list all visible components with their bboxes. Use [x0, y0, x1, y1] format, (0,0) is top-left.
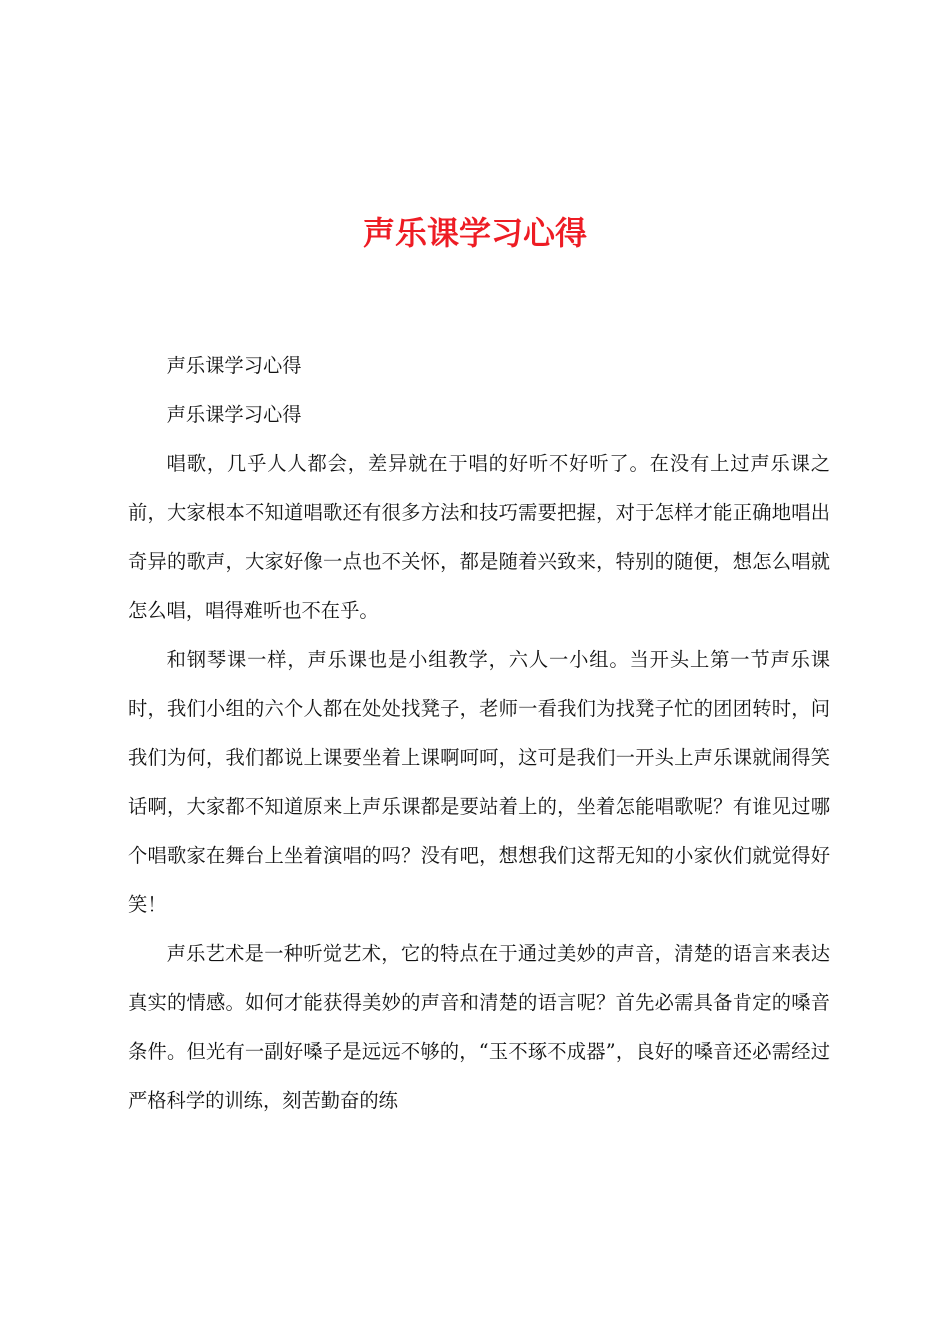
document-title: 声乐课学习心得	[362, 214, 587, 252]
paragraph: 唱歌，几乎人人都会，差异就在于唱的好听不好听了。在没有上过声乐课之前，大家根本不知道唱歌还有很多方法和技巧需要把握，对于怎样才能正确地唱出奇异的歌声，大家好像一点也不关怀，都是随着兴致来，特别的随便，想怎么唱就怎么唱，唱得难听也不在乎。	[128, 452, 830, 622]
paragraph: 声乐艺术是一种听觉艺术，它的特点在于通过美妙的声音，清楚的语言来表达真实的情感。如何才能获得美妙的声音和清楚的语言呢？首先必需具备肯定的嗓音条件。但光有一副好嗓子是远远不够的，“玉不琢不成器”，良好的嗓音还必需经过严格科学的训练，刻苦勤奋的练	[128, 942, 830, 1112]
paragraph-subtitle-2: 声乐课学习心得	[166, 403, 302, 426]
paragraph: 和钢琴课一样，声乐课也是小组教学，六人一小组。当开头上第一节声乐课时，我们小组的六个人都在处处找凳子，老师一看我们为找凳子忙的团团转时，问我们为何，我们都说上课要坐着上课啊呵呵，这可是我们一开头上声乐课就闹得笑话啊，大家都不知道原来上声乐课都是要站着上的，坐着怎能唱歌呢？有谁见过哪个唱歌家在舞台上坐着演唱的吗？没有吧，想想我们这帮无知的小家伙们就觉得好笑！	[128, 648, 830, 916]
document-body	[128, 341, 830, 1125]
paragraph-subtitle-1: 声乐课学习心得	[166, 354, 302, 377]
